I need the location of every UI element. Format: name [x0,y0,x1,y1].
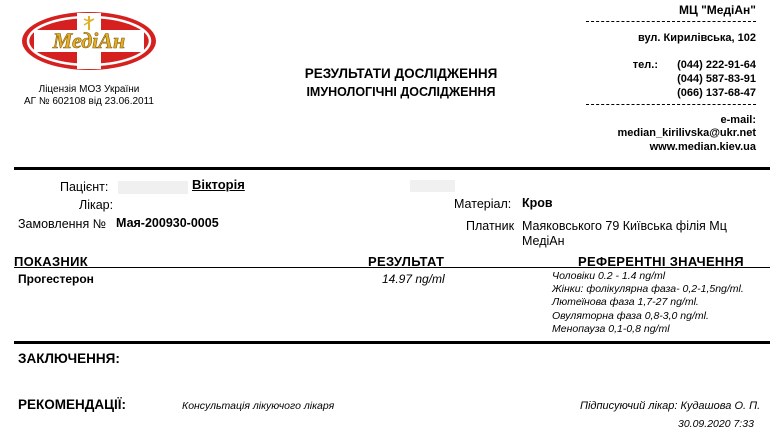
redacted-field [410,180,455,192]
svg-text:МедіАн: МедіАн [52,28,126,53]
signing-doctor: Підписуючий лікар: Кудашова О. П. [580,400,761,412]
payer-line-1: Маяковського 79 Київська філія Мц [522,219,727,233]
phone-3: (066) 137-68-47 [677,87,756,99]
patient-name: Вікторія [192,177,245,192]
license-line-2: АГ № 602108 від 23.06.2011 [24,96,154,107]
email-label: e-mail: [720,114,756,126]
reference-line: Лютеїнова фаза 1,7-27 ng/ml. [552,296,699,309]
phone-1: (044) 222-91-64 [677,59,756,71]
email-address: median_kirilivska@ukr.net [617,127,756,139]
header-rule [14,167,770,170]
reference-line: Овуляторна фаза 0,8-3,0 ng/ml. [552,309,709,322]
reference-line: Чоловіки 0.2 - 1.4 ng/ml [552,270,666,282]
document-subtitle: ІМУНОЛОГІЧНІ ДОСЛІДЖЕННЯ [306,85,496,99]
table-header-rule [14,267,770,268]
table-bottom-rule [14,341,770,344]
order-label: Замовлення № [18,217,107,231]
clinic-name: МЦ "МедіАн" [678,3,756,17]
recommendations-text: Консультація лікуючого лікаря [182,400,335,412]
website: www.median.kiev.ua [649,141,756,153]
reference-line: Жінки: фолікулярна фаза- 0,2-1,5ng/ml. [552,283,744,296]
indicator-name: Прогестерон [18,272,94,286]
payer-label: Платник [466,219,515,233]
median-logo-icon [20,10,158,72]
document-title: РЕЗУЛЬТАТИ ДОСЛІДЖЕННЯ [304,66,498,81]
divider-dashed [586,21,756,22]
result-value: 14.97 ng/ml [382,272,445,286]
patient-label: Пацієнт: [60,180,109,194]
reference-line: Менопауза 0,1-0,8 ng/ml [552,322,670,335]
order-number: Мая-200930-0005 [116,216,219,230]
clinic-address: вул. Кирилівська, 102 [637,32,756,44]
recommendations-label: РЕКОМЕНДАЦІЇ: [18,397,126,412]
license-line-1: Ліцензія МОЗ України [38,84,140,95]
phone-2: (044) 587-83-91 [677,73,756,85]
redacted-surname [118,181,188,194]
signature-date: 30.09.2020 7:33 [678,418,754,430]
column-header-reference: РЕФЕРЕНТНІ ЗНАЧЕННЯ [578,254,744,269]
median-logo [20,10,158,72]
column-header-indicator: ПОКАЗНИК [14,254,88,269]
material-label: Матеріал: [454,197,512,211]
payer-line-2: МедіАн [522,234,565,248]
column-header-result: РЕЗУЛЬТАТ [368,254,445,269]
doctor-label: Лікар: [79,198,114,212]
conclusion-label: ЗАКЛЮЧЕННЯ: [18,351,120,366]
divider-dashed [586,104,756,105]
material-value: Кров [522,196,553,210]
phone-label: тел.: [632,59,658,71]
reference-values [552,270,744,336]
